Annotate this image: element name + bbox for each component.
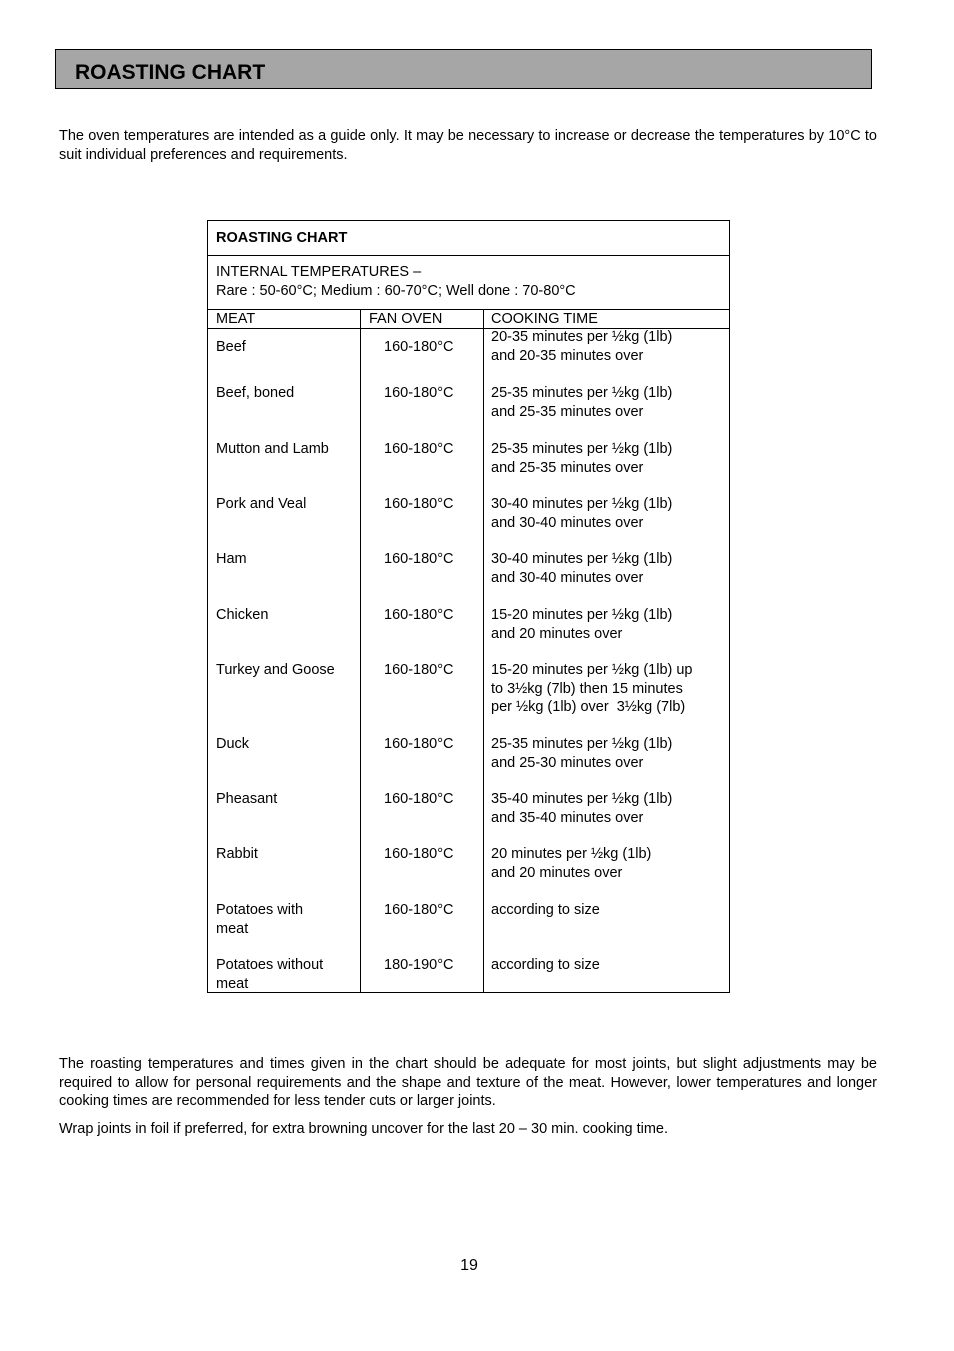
meat-name: Beef — [216, 339, 246, 355]
cooking-time-line: 35-40 minutes per ½kg (1lb) — [491, 791, 673, 807]
cooking-time-line: according to size — [491, 902, 600, 918]
meat-name: meat — [216, 920, 249, 937]
meat-name: Pheasant — [216, 791, 278, 807]
cooking-time-cell — [491, 495, 725, 532]
meat-name: Duck — [216, 736, 250, 752]
cooking-time-line: 25-35 minutes per ½kg (1lb) — [491, 441, 673, 457]
foil-paragraph: Wrap joints in foil if preferred, for extra browning uncover for the last 20 – 30 min. cooking time. — [59, 1121, 669, 1137]
fan-oven-temperature: 160-180°C — [384, 607, 454, 623]
divider — [208, 255, 729, 256]
section-banner — [55, 49, 872, 89]
cooking-time-line: and 30-40 minutes over — [491, 514, 644, 531]
cooking-time-line: and 30-40 minutes over — [491, 569, 644, 586]
meat-cell — [216, 845, 356, 864]
cooking-time-cell — [491, 550, 725, 587]
fan-oven-temperature: 160-180°C — [384, 385, 454, 401]
cooking-time-line: per ½kg (1lb) over 3½kg (7lb) — [491, 699, 686, 715]
chart-title: ROASTING CHART — [216, 230, 348, 246]
cooking-time-line: 15-20 minutes per ½kg (1lb) up — [491, 662, 693, 678]
cooking-time-line: 25-35 minutes per ½kg (1lb) — [491, 385, 673, 401]
meat-name: Rabbit — [216, 846, 258, 862]
fan-oven-temperature: 180-190°C — [384, 957, 454, 973]
cooking-time-line: 30-40 minutes per ½kg (1lb) — [491, 496, 673, 512]
cooking-time-line: and 20 minutes over — [491, 864, 623, 881]
cooking-time-cell — [491, 790, 725, 827]
meat-cell — [216, 495, 356, 514]
meat-cell — [216, 384, 356, 403]
meat-cell — [216, 550, 356, 569]
cooking-time-cell — [491, 328, 725, 365]
fan-oven-temperature: 160-180°C — [384, 791, 454, 807]
meat-name: Beef, boned — [216, 385, 295, 401]
meat-cell — [216, 606, 356, 625]
fan-oven-temperature: 160-180°C — [384, 496, 454, 512]
cooking-time-cell — [491, 606, 725, 643]
meat-name: Chicken — [216, 607, 269, 623]
cooking-time-line: 20-35 minutes per ½kg (1lb) — [491, 329, 673, 345]
roasting-chart-table — [207, 220, 730, 993]
fan-oven-temperature: 160-180°C — [384, 339, 454, 355]
internal-temperatures-values: Rare : 50-60°C; Medium : 60-70°C; Well done : 70-80°C — [216, 283, 576, 299]
meat-cell — [216, 956, 356, 993]
fan-oven-temperature: 160-180°C — [384, 846, 454, 862]
fan-oven-temperature: 160-180°C — [384, 441, 454, 457]
cooking-time-line: 25-35 minutes per ½kg (1lb) — [491, 736, 673, 752]
meat-name: Potatoes with — [216, 902, 304, 918]
intro-paragraph: The oven temperatures are intended as a guide only. It may be necessary to increase or decrease the temperatures by 10°C to suit individual preferences and requirements. — [59, 128, 877, 163]
column-header-cooking-time: COOKING TIME — [491, 311, 598, 327]
cooking-time-cell — [491, 845, 725, 882]
meat-cell — [216, 661, 356, 680]
meat-name: meat — [216, 975, 249, 992]
column-header-fan-oven: FAN OVEN — [369, 311, 443, 327]
cooking-time-line: and 35-40 minutes over — [491, 809, 644, 826]
column-header-meat: MEAT — [216, 311, 256, 327]
divider — [208, 309, 729, 310]
meat-name: Ham — [216, 551, 247, 567]
section-title: ROASTING CHART — [75, 61, 266, 84]
cooking-time-cell — [491, 956, 725, 975]
cooking-time-cell — [491, 901, 725, 920]
cooking-time-cell — [491, 440, 725, 477]
cooking-time-line: to 3½kg (7lb) then 15 minutes — [491, 680, 683, 697]
meat-cell — [216, 790, 356, 809]
adjustment-paragraph: The roasting temperatures and times given in the chart should be adequate for most joints, but slight adjustments may be required to allow for personal requirements and the shape and texture of the meat. However, lower temperatures and longer cooking times are recommended for less tender cuts or larger joints. — [59, 1056, 877, 1109]
meat-name: Mutton and Lamb — [216, 441, 329, 457]
cooking-time-cell — [491, 735, 725, 772]
page-number: 19 — [460, 1257, 478, 1274]
meat-cell — [216, 338, 356, 357]
meat-cell — [216, 735, 356, 754]
cooking-time-line: and 25-35 minutes over — [491, 403, 644, 420]
cooking-time-cell — [491, 384, 725, 421]
fan-oven-temperature: 160-180°C — [384, 736, 454, 752]
meat-cell — [216, 901, 356, 938]
cooking-time-line: 15-20 minutes per ½kg (1lb) — [491, 607, 673, 623]
cooking-time-line: 30-40 minutes per ½kg (1lb) — [491, 551, 673, 567]
cooking-time-line: according to size — [491, 957, 600, 973]
fan-oven-temperature: 160-180°C — [384, 551, 454, 567]
internal-temperatures — [216, 263, 576, 301]
meat-name: Pork and Veal — [216, 496, 307, 512]
cooking-time-line: and 20 minutes over — [491, 625, 623, 642]
meat-name: Potatoes without — [216, 957, 324, 973]
meat-cell — [216, 440, 356, 459]
meat-name: Turkey and Goose — [216, 662, 335, 678]
cooking-time-line: and 25-35 minutes over — [491, 459, 644, 476]
cooking-time-cell — [491, 661, 725, 717]
fan-oven-temperature: 160-180°C — [384, 662, 454, 678]
fan-oven-temperature: 160-180°C — [384, 902, 454, 918]
cooking-time-line: and 25-30 minutes over — [491, 754, 644, 771]
column-divider — [360, 310, 361, 992]
column-divider — [483, 310, 484, 992]
cooking-time-line: 20 minutes per ½kg (1lb) — [491, 846, 652, 862]
cooking-time-line: and 20-35 minutes over — [491, 347, 644, 364]
internal-temperatures-label: INTERNAL TEMPERATURES – — [216, 264, 422, 280]
